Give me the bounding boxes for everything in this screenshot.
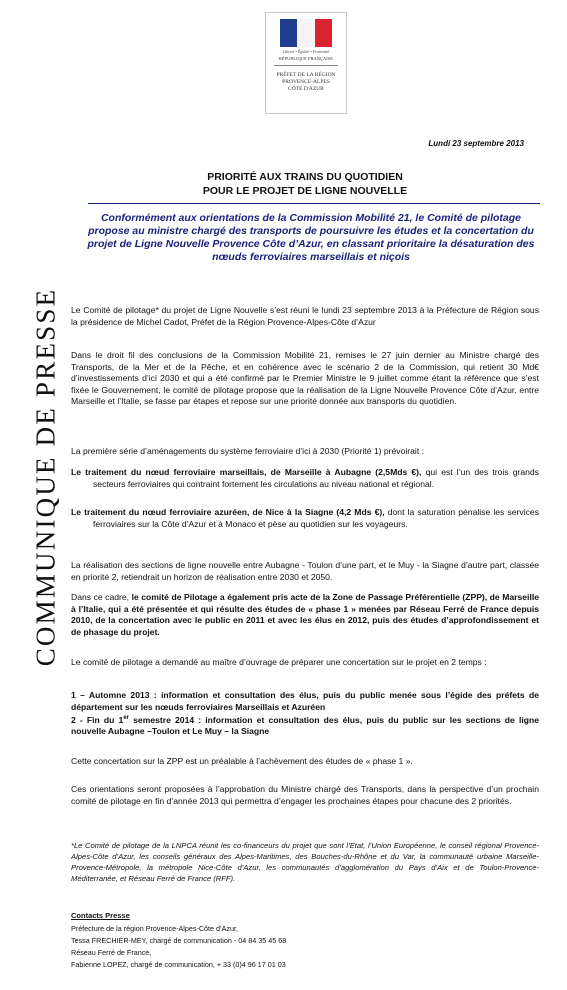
- lede-summary: Conformément aux orientations de la Commission Mobilité 21, le Comité de pilotage propose au ministre chargé des transports de poursuivre les études et la concertation du projet de Ligne Nouvelle Provence Côte d’Azur, en classant prioritaire la désaturation des nœuds ferroviaires marseillais et niçois: [87, 212, 535, 263]
- paragraph-zpp: Dans ce cadre, le comité de Pilotage a également pris acte de la Zone de Passage Préférentielle (ZPP), de Marseille à l’Italie, qui a été présentée et qui résulte des études de « phase 1 » menées par Réseau Ferré de France depuis 2010, de la concertation avec le public en 2011 et avec les élus en 2012, puis des études d’approfondissement et de phasage du projet.: [71, 592, 540, 637]
- concertation-steps: [71, 690, 539, 738]
- paragraph-context: Dans le droit fil des conclusions de la Commission Mobilité 21, remises le 27 juin dernier au Ministre chargé des Transports, de la Mer et de la Pêche, et en cohérence avec le scénario 2 de la Commission, qui retient 30 Md€ d’investissements d’ici 2030 et qui a été confirmé par le Premier Ministre le 9 juillet comme étant la référence que s’est fixée le Gouvernement, le comité de pilotage propose que la réalisation de la Ligne Nouvelle Provence Côte d’Azur, entre Marseille et l’Italie, se fasse par étapes et repose sur une priorité donnée aux transports du quotidien.: [71, 350, 539, 406]
- footnote-copil: *Le Comité de pilotage de la LNPCA réunit les co-financeurs du projet que sont l’Etat, l’Union Européenne, le conseil régional Provence-Alpes-Côte d’Azur, les conseils généraux des Alpes-Maritimes, des Bouches-du-Rhône et du Var, la communauté urbaine Marseille-Provence-Métropole, la métropole Nice-Côte d’Azur, les communautés d’agglomération du Pays d’Aix et de Toulon-Provence-Méditerranée, et Réseau Ferré de France (RFF).: [71, 841, 539, 883]
- logo-motto: Liberté • Égalité • Fraternité: [282, 49, 330, 54]
- list-item-marseille: Le traitement du nœud ferroviaire marseillais, de Marseille à Aubagne (2,5Mds €), qui est l’un des trois grands secteurs ferroviaires qui contraint fortement les circulations au niveau national et régional.: [71, 467, 539, 489]
- paragraph-priority-2: La réalisation des sections de ligne nouvelle entre Aubagne - Toulon d’une part, et le Muy - la Siagne d’autre part, classée en priorité 2, retiendrait un horizon de réalisation entre 2030 et 2050.: [71, 560, 539, 582]
- contact-line: Fabienne LOPEZ, chargé de communication, + 33 (0)4 96 17 01 03: [71, 960, 286, 969]
- contact-line: Préfecture de la région Provence-Alpes-Côte d’Azur,: [71, 924, 238, 933]
- paragraph-concertation: Le comité de pilotage a demandé au maître d’ouvrage de préparer une concertation sur le projet en 2 temps :: [71, 657, 487, 667]
- contact-line: Réseau Ferré de France,: [71, 948, 152, 957]
- paragraph-next-steps: Ces orientations seront proposées à l’approbation du Ministre chargé des Transports, dans la perspective d’un prochain comité de pilotage en fin d’année 2013 qui permettra d’engager les prochaines étapes pour chacune des 2 priorités.: [71, 784, 539, 806]
- paragraph-priority-intro: La première série d’aménagements du système ferroviaire d’ici à 2030 (Priorité 1) prévoirait :: [71, 446, 424, 456]
- list-item-azur: Le traitement du nœud ferroviaire azuréen, de Nice à la Siagne (4,2 Mds €), dont la saturation pénalise les services ferroviaires sur la Côte d’Azur et à Monaco et pèse au quotidien sur les voyageurs.: [71, 507, 539, 529]
- communique-vertical-title: COMMUNIQUE DE PRESSE: [30, 287, 61, 667]
- paragraph-intro: Le Comité de pilotage* du projet de Ligne Nouvelle s’est réuni le lundi 23 septembre 2013 à la Préfecture de Région sous la présidence de Michel Cadot, Préfet de la Région Provence-Alpes-Côte d’Azur: [71, 305, 539, 327]
- prefecture-logo: [265, 12, 347, 114]
- contacts-title: Contacts Presse: [71, 911, 130, 920]
- logo-republic: RÉPUBLIQUE FRANÇAISE: [278, 56, 334, 61]
- logo-prefet: PRÉFET DE LA RÉGION PROVENCE-ALPES CÔTE D'AZUR: [276, 72, 336, 93]
- marianne-flag-icon: [280, 19, 332, 47]
- release-date: Lundi 23 septembre 2013: [428, 139, 524, 148]
- step-2014: 2 - Fin du 1er semestre 2014 : information et consultation des élus, puis du public sur les sections de ligne nouvelle Aubagne –Toulon et Le Muy – la Siagne: [71, 714, 539, 737]
- page-title: PRIORITÉ AUX TRAINS DU QUOTIDIEN POUR LE PROJET DE LIGNE NOUVELLE: [202, 171, 408, 197]
- contact-line: Tessa FRECHIER-MEY, chargé de communication - 04 84 35 45 68: [71, 936, 287, 945]
- logo-divider: [274, 65, 338, 66]
- paragraph-zpp-prerequisite: Cette concertation sur la ZPP est un préalable à l’achèvement des études de « phase 1 ».: [71, 756, 413, 766]
- step-autumn-2013: 1 – Automne 2013 : information et consultation des élus, puis du public menée sous l’égide des préfets de département sur les nœuds ferroviaires Marseillais et Azuréen: [71, 690, 539, 712]
- title-divider: [88, 203, 540, 204]
